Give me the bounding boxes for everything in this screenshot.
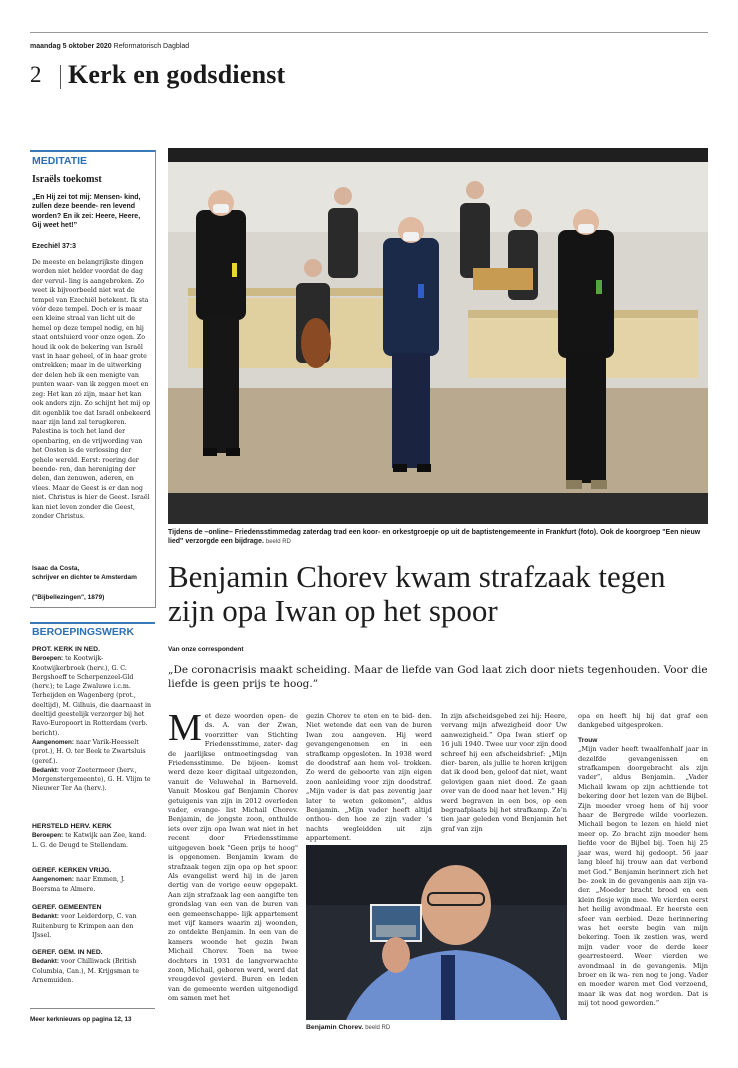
beroep-group-ggin <box>32 948 154 985</box>
meditatie-reference: Ezechiël 37:3 <box>32 243 76 250</box>
caption-text: Tijdens de –online– Friedensstimmedag zaterdag trad een koor- en orkestgroepje op uit de baptistengemeente in Frankfurt (foto). Ook de koorgroep "Een nieuw lied" verzorgde een bijdrage. <box>168 529 701 545</box>
beroep-group-hhk <box>32 822 154 850</box>
beroep-group-gkv <box>32 866 154 894</box>
article-headline: Benjamin Chorev kwam strafzaak tegen zijn opa Iwan op het spoor <box>168 559 666 628</box>
portrait-photo <box>306 845 567 1020</box>
beroep-entry: Bedankt: voor Zoetermeer (herv., Morgenstergemeente), G. H. Vlijm te Nieuwer Ter Aa (herv.). <box>32 766 151 793</box>
meditatie-label: MEDITATIE <box>32 155 88 167</box>
church-name: GEREF. KERKEN VRIJG. <box>32 867 112 874</box>
beroep-entry: Beroepen: te Kootwijk-Kootwijkerbroek (herv.), G. C. Bergshoeff te Scherpenzeel-Gld (herv.); te Lage Zwaluwe i.c.m. Terheijden en Wagenberg (prot., deeltijd), M. Gilhuis, die daarnaast in deeltijd geestelijk verzorger bij het Ravo-Europoort in Rotterdam (verb. bericht). <box>32 655 152 737</box>
column-text: „Mijn vader heeft twaalfenhalf jaar in dezelfde gevangenissen en strafkampen doorgebracht als zijn vader”, aldus Benjamin. „Vader Michail kwam op zijn achttiende tot bekering door het lezen van de Bijbel. Zijn moeder vroeg hem of hij voor haar de Bergrede wilde voorlezen. Michail begon te lezen en hield niet meer op. Zo bracht zijn moeder hem liefde voor de Bijbel bij. Toen hij 25 jaar was, werd hij gedoopt. 56 jaar lang bleef hij trouw aan dat verbond met God.” Benjamin herinnert zich het be- zoek in de gevangenis aan zijn va- der. „Moeder bracht brood en een klein flesje wijn mee. We vierden eerst het heilig avondmaal. Er heerste een sfeer van eerbied. Deze herinnering was het eerste begin van mijn bekering. Toen ik zestien was, werd mijn vader voor de derde keer gearresteerd. Weer vierden we avondmaal in de gevangenis. Mijn broer en ik wa- ren nog te jong. Vader en moeder waren met God verzoend, maar ik was dat nog worden. Dat is mij tot nood geworden.” <box>578 745 708 1008</box>
beroep-entry: Aangenomen: naar Varik-Heesselt (prot.), H. O. ter Beek te Zwartsluis (geref.). <box>32 738 146 765</box>
church-name: GEREF. GEMEENTEN <box>32 904 102 911</box>
article-intro: „De coronacrisis maakt scheiding. Maar de liefde van God laat zich door niets tegenhouden. Voor die liefde is geen prijs te hoog.” <box>168 664 708 690</box>
paper-name: Reformatorisch Dagblad <box>113 43 190 50</box>
article-subhead: Trouw <box>578 736 598 744</box>
article-column-3: In zijn afscheidsgebed zei hij: Heere, vervang mijn afwezigheid door Uw aanwezigheid.” Opa Iwan stierf op 16 juli 1940. Twee uur voor zijn dood schreef hij een afscheidsbrief: „Mijn dier- baren, als jullie te horen krijgen dat ik dood ben, geloof dat niet, want gelovigen gaan niet dood. Ze gaan over van de dood naar het leven.” Hij werd begraven in een bos, op een begraafplaats bij het strafkamp. Zo’n tien jaar geleden vond Benjamin het graf van zijn <box>441 712 567 833</box>
meditatie-author: Isaac da Costa, <box>32 565 80 572</box>
church-name: PROT. KERK IN NED. <box>32 646 100 653</box>
column-text: opa en heeft hij bij dat graf een dankgebed uitgesproken. <box>578 712 708 730</box>
article-byline: Van onze correspondent <box>168 646 244 653</box>
article-column-2: gezin Chorev te eten en te bid- den. Niet wetende dat een van de buren Iwan zou aangeven. Hij werd gevangengenomen en in een strafkamp opgesloten. In 1938 werd de doodstraf aan hem vol- trokken. Zo werd de geboorte van zijn eigen zoon aanleiding voor zijn doodstraf. „Mijn vader is dat pas zeventig jaar later te weten gekomen”, aldus Benjamin. „Mijn vader heeft altijd onthou- den hoe ze zijn vader ’s nachts wegleidden uit zijn appartement. <box>306 712 432 843</box>
dateline <box>30 43 189 50</box>
beroep-group-pkn <box>32 645 154 794</box>
beroep-divider <box>30 1008 155 1009</box>
photo-credit: beeld RD <box>365 1025 391 1031</box>
meditatie-source: ("Bijbellezingen", 1879) <box>32 594 105 601</box>
meditatie-title: Israëls toekomst <box>32 174 102 185</box>
meditatie-body: De meeste en belangrijkste dingen worden niet helder voordat de dag der vervul- ling is aangebroken. Zo weet ik bijvoorbeeld niet wat de tempel van Ezechiël betekent. Ik sta vóór deze tempel. Doch er is maar een kleine straal van licht uit de hemel op deze tempel nodig, en hij staat ontsluierd voor onze ogen. Zo houd ik ook de bekering van Israël vast in haar geheel, of in haar grote omtrekken; maar in de uitwerking der delen heb ik een menigte van punten waar- van ik zeggen moet en zeg: Het kan zó zijn, maar het kan ook anders zijn. Zo schijnt het mij op dit ogenblik toe dat Israël onbekeerd naar zijn land zal terugkeren. Palestina is toch het land der openbaring, en de vrijwording van het Oosten is de verlossing der gehele wereld. Eerst: roering der beende- ren, dan hereniging der delen, dan zenuwen, aderen, en vlees. Maar de Geest is er dan nog niet. Christus is hier de Geest. Israël kan niet leven zonder die Geest, zonder Christus. <box>32 259 151 520</box>
portrait-caption <box>306 1024 390 1031</box>
church-name: GEREF. GEM. IN NED. <box>32 949 103 956</box>
drop-cap: M <box>168 707 202 749</box>
top-rule <box>30 32 708 33</box>
beroep-entry: Bedankt: voor Chilliwack (British Columbia, Can.), M. Krijgsman te Arnemuiden. <box>32 958 139 984</box>
beroep-group-gg <box>32 903 154 940</box>
beroep-entry: Beroepen: te Katwijk aan Zee, kand. L. G. de Deugd te Stellendam. <box>32 832 147 849</box>
more-church-news-link[interactable]: Meer kerknieuws op pagina 12, 13 <box>30 1016 132 1023</box>
photo-credit: beeld RD <box>265 539 291 545</box>
section-title: Kerk en godsdienst <box>68 60 286 89</box>
church-name: HERSTELD HERV. KERK <box>32 823 112 830</box>
caption-text: Benjamin Chorev. <box>306 1024 364 1031</box>
beroep-entry: Bedankt: voor Leiderdorp, C. van Ruitenburg te Krimpen aan den IJssel. <box>32 913 137 939</box>
beroepingswerk-label: BEROEPINGSWERK <box>32 626 135 638</box>
page-number: 2 <box>30 62 42 87</box>
article-column-1 <box>168 707 298 1004</box>
column-text: et deze woorden open- de ds. A. van der Zwan, voorzitter van Stichting Friedensstimme, zater- dag de jaarlijkse ontmoetingsdag van Friedensstimme. De bijeen- komst werd deze keer digitaal uitgezonden, vanuit de Veluwehal in Barneveld. Vanuit Moskou gaf Benjamin Chorev getuigenis van zijn in 2012 overleden vader, evange- list Michail Chorev. Benjamin, de jongste zoon, onthulde iets over zijn opa Iwan wat niet in het recent door Friedensstimme uitgegeven boek "Geen prijs te hoog" is opgenomen. Benjamin kwam de strafzaak tegen zijn opa op het spoor. Als evangelist werd hij in de jaren dertig van de vorige eeuw opgepakt. Aan zijn strafzaak lag een aangifte ten grondslag van een van de buren van een gemeenschappe- lijk appartement met vijf kamers waarin zij woonden, zo ontdekte Benjamin. In een van de kamers woonde het gezin Iwan Michail Chorev. Toen na twee dochters in 1931 de langverwachte zoon, Michail, geboren werd, werd dat vreugdevol gevierd. Buren en leden van de gemeente werden uitgenodigd om samen met het <box>168 712 298 1003</box>
choir-photo <box>168 148 708 524</box>
article-column-4 <box>578 712 708 1009</box>
page-separator <box>60 65 61 89</box>
choir-photo-caption <box>168 528 708 547</box>
date: maandag 5 oktober 2020 <box>30 43 112 50</box>
beroep-entry: Aangenomen: naar Emmen, J. Boersma te Almere. <box>32 876 125 893</box>
meditatie-author-role: schrijver en dichter te Amsterdam <box>32 574 137 581</box>
meditatie-quote: „En Hij zei tot mij: Mensen- kind, zullen deze beende- ren levend worden? En ik zei: Heere, Heere, Gij weet het!” <box>32 194 141 230</box>
